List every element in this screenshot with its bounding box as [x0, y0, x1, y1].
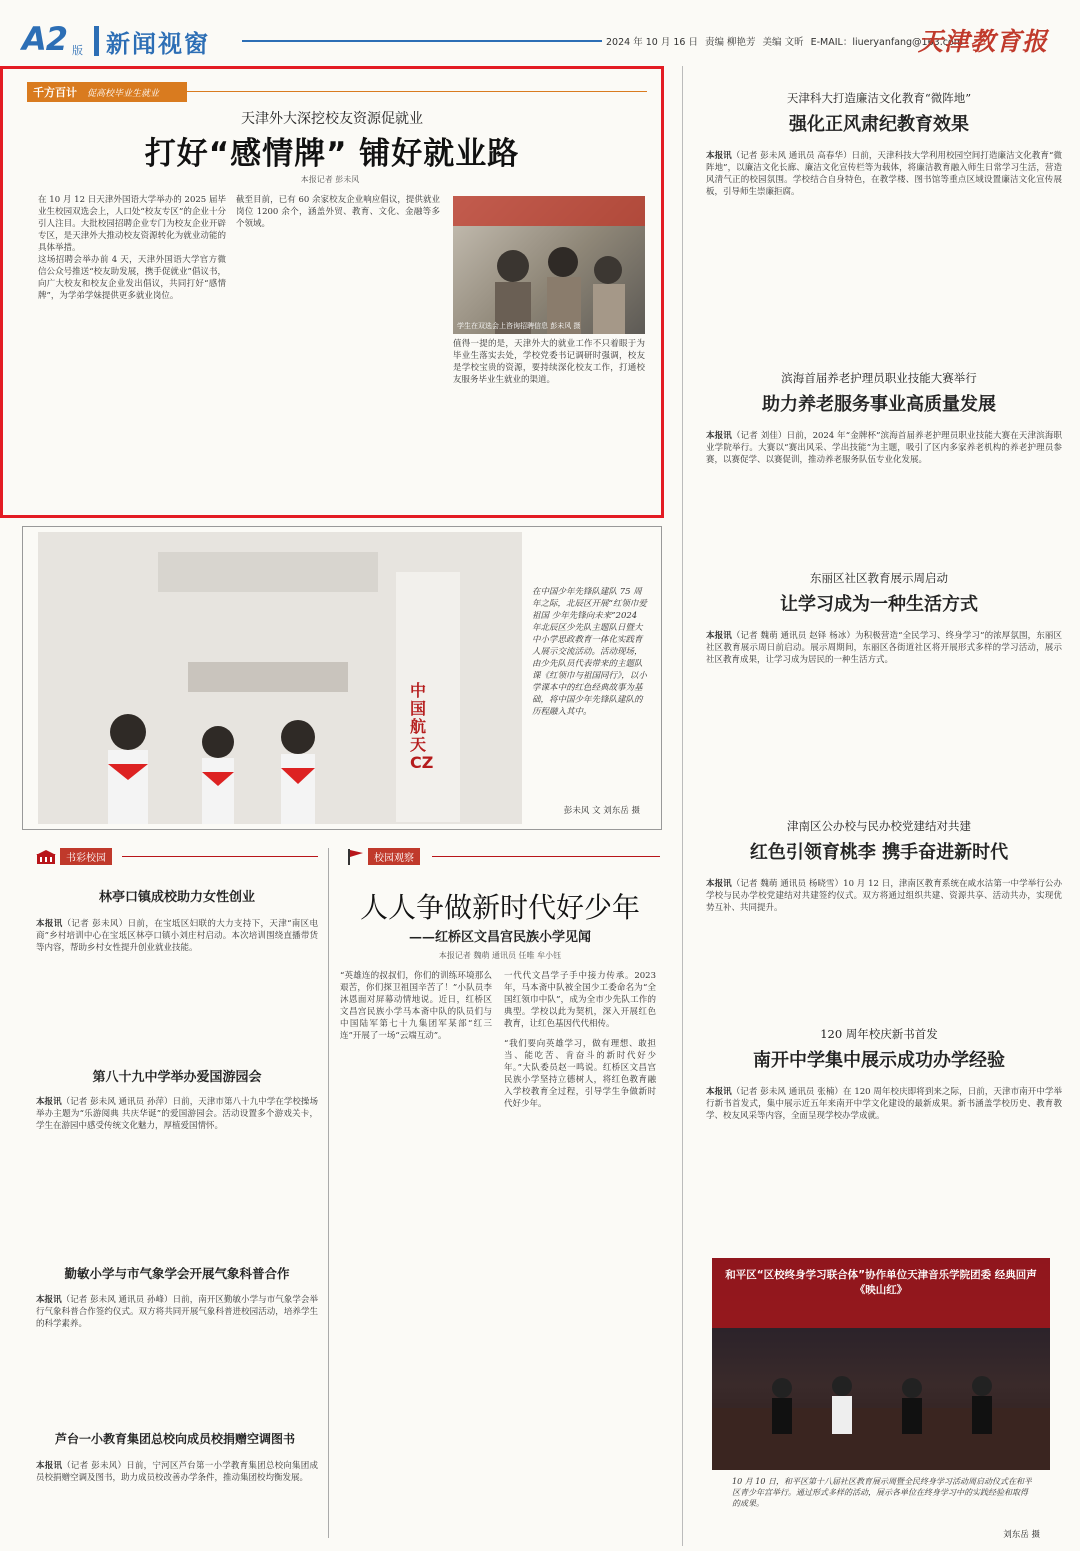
feature-tag-rule — [432, 856, 660, 857]
left-item-4-leadin: 本报讯 — [36, 1461, 63, 1471]
sidebar-4-kicker: 津南区公办校与民办校党建结对共建 — [787, 819, 971, 833]
left-item-2-headline: 第八十九中学举办爱国游园会 — [92, 1070, 262, 1085]
sidebar-1-headline: 强化正风肃纪教育效果 — [789, 114, 969, 135]
concert-banner: 和平区“区校终身学习联合体”协作单位天津音乐学院团委 经典回声《映山红》 — [725, 1269, 1037, 1296]
email: E-MAIL：liueryanfang@163.com — [810, 37, 964, 48]
left-item-2-text: （记者 彭未风 通讯员 孙萍）日前，天津市第八十九中学在学校操场举办主题为“乐游阅典 共庆华诞”的爱国游园会。活动设置多个游戏关卡，学生在游园中感受传统文化魅力，厚植爱国情怀。 — [36, 1097, 318, 1131]
paper-logo: 天津教育报 — [918, 27, 1049, 56]
sidebar-1-kicker: 天津科大打造廉洁文化教育“微阵地” — [786, 91, 972, 105]
lead-paragraph-4: 值得一提的是，天津外大的就业工作不只着眼于为毕业生落实去处，学校党委书记调研时强调，校友是学校宝贵的资源，要持续深化校友工作，打通校友服务毕业生就业的渠道。 — [453, 339, 645, 385]
editor: 责编 柳艳芳 — [704, 37, 756, 48]
page-suffix: 版 — [72, 44, 83, 57]
students-illustration — [453, 196, 645, 334]
sidebar-4-text: （记者 魏萌 通讯员 杨晓雪）10 月 12 日，津南区教育系统在咸水沽第一中学举行公办学校与民办学校党建结对共建签约仪式。双方将通过组织共建、资源共享、活动共办，实现优势互补、共同提升。 — [706, 879, 1062, 913]
sidebar-1-leadin: 本报讯 — [706, 151, 732, 161]
sidebar-1-text: （记者 彭未风 通讯员 高春华）日前，天津科技大学利用校园空间打造廉洁文化教育“微阵地”，以廉洁文化长廊、廉洁文化宣传栏等为载体，将廉洁教育融入师生日常学习生活，营造风清气正的校园氛围。学校结合自身特色，在教学楼、图书馆等重点区域设置廉洁文化宣传展板，引导师生崇廉拒腐。 — [706, 151, 1062, 197]
feature-col-1: “英雄连的叔叔们，你们的训练环境那么艰苦，你们探卫祖国辛苦了！”小队员李沐恩面对屏幕动情地说。近日，红桥区文昌宫民族小学马本斋中队的队员们与中国陆军第七十九集团军某部“红三连”开展了一场“云端互动”。 — [340, 971, 492, 1041]
sidebar-2-kicker: 滨海首届养老护理员职业技能大赛举行 — [781, 371, 977, 385]
left-item-1-leadin: 本报讯 — [36, 919, 63, 929]
sidebar-2-text: （记者 刘佳）日前，2024 年“金牌杯”滨海首届养老护理员职业技能大赛在天津滨海职业学院举行。大赛以“赛出风采、学出技能”为主题，吸引了区内多家养老机构的养老护理员参赛，以赛促学、以赛促训，推动养老服务队伍专业化发展。 — [706, 431, 1062, 465]
column-left-tag — [36, 848, 112, 865]
sidebar-5-body — [706, 1086, 1062, 1234]
lead-headline: 打好“感情牌” 铺好就业路 — [144, 136, 520, 172]
lead-badge — [27, 82, 187, 102]
concert-credit: 刘东岳 摄 — [1003, 1530, 1040, 1540]
sidebar-2-headline: 助力养老服务事业高质量发展 — [762, 394, 996, 415]
building-icon — [36, 850, 56, 864]
sidebar-3-text: （记者 魏萌 通讯员 赵铎 杨冰）为积极营造“全民学习、终身学习”的浓厚氛围，东丽区社区教育展示周日前启动。展示周期间，东丽区各街道社区将开展形式多样的学习活动，展示社区教育成果，让学习成为居民的一种生活方式。 — [706, 631, 1062, 665]
concert-photo — [712, 1258, 1050, 1470]
column-left-tag-label: 书彩校园 — [60, 848, 112, 865]
photo-story-credit: 彭未风 文 刘东岳 摄 — [563, 806, 640, 816]
feature-col-2-para: 一代代文昌学子手中接力传承。2023 年，马本斋中队被全国少工委命名为“全国红领巾中队”，成为全市少先队工作的典型。学校以此为契机，深入开展红色教育，让红色基因代代相传。 — [504, 971, 656, 1029]
lead-paragraph-1: 在 10 月 12 日天津外国语大学举办的 2025 届毕业生校园双选会上，人口处“校友专区”的企业十分引人注目。大批校园招聘企业专门为校友企业开辟专区，是天津外大推动校友资源转化为就业动能的具体举措。 — [38, 195, 226, 253]
flag-icon — [346, 849, 364, 865]
sidebar-3-body — [706, 630, 1062, 798]
lead-paragraph-2: 这场招聘会举办前 4 天，天津外国语大学官方微信公众号推送“校友助发展，携手促就业”倡议书，向广大校友和校友企业发出倡议，共同打好“感情牌”，为学弟学妹提供更多就业岗位。 — [38, 255, 226, 301]
lead-photo — [453, 196, 645, 334]
concert-caption: 10 月 10 日，和平区第十八届社区教育展示周暨全民终身学习活动周启动仪式在和平区青少年宫举行。通过形式多样的活动，展示各单位在终身学习中的实践经验和取得的成果。 — [732, 1477, 1032, 1508]
sidebar-5-leadin: 本报讯 — [706, 1087, 732, 1097]
left-item-4-headline: 芦台一小教育集团总校向成员校捐赠空调图书 — [54, 1432, 295, 1446]
feature-col-2 — [504, 970, 656, 1534]
left-item-3-headline: 勤敏小学与市气象学会开展气象科普合作 — [64, 1266, 290, 1281]
left-item-3-text: （记者 彭未风 通讯员 孙峰）日前，南开区勤敏小学与市气象学会举行气象科普合作签约仪式。双方将共同开展气象科普进校园活动，培养学生的科学素养。 — [36, 1295, 318, 1329]
masthead-bar — [94, 26, 99, 56]
feature-subhead: ——红桥区文昌宫民族小学见闻 — [408, 930, 591, 945]
sidebar-2-leadin: 本报讯 — [706, 431, 732, 441]
left-item-3-body — [36, 1294, 318, 1428]
left-item-1-body — [36, 918, 318, 1032]
photo-story-image — [38, 532, 522, 824]
feature-col-3-para: “我们要向英雄学习，做有理想、敢担当、能吃苦、肯奋斗的新时代好少年。”大队委员赵一鸣说。红桥区文昌宫民族小学坚持立德树人，将红色教育融入学校教育全过程，引导学生争做新时代好少年。 — [504, 1039, 656, 1109]
designer: 美编 文昕 — [762, 37, 804, 48]
sidebar-2-body — [706, 430, 1062, 548]
rocket-label: 中国航天CZ — [410, 681, 434, 772]
section-title: 新闻视窗 — [106, 30, 210, 58]
lead-kicker: 天津外大深挖校友资源促就业 — [241, 111, 423, 127]
lead-badge-rule — [187, 91, 647, 92]
sidebar-5-text: （记者 彭未风 通讯员 张楠）在 120 周年校庆即将到来之际，日前，天津市南开中学举行新书首发式，集中展示近五年来南开中学文化建设的最新成果。新书涵盖学校历史、教育教学、校友风采等内容，全面呈现学校办学成就。 — [706, 1087, 1062, 1121]
sidebar-3-kicker: 东丽区社区教育展示周启动 — [810, 571, 948, 585]
young-pioneers-illustration — [38, 532, 522, 824]
lead-photo-caption: 学生在双选会上咨询招聘信息 彭未风 摄 — [457, 322, 581, 330]
sidebar-4-headline: 红色引领育桃李 携手奋进新时代 — [749, 842, 1009, 863]
lead-badge-a: 千方百计 — [33, 86, 77, 99]
sidebar-3-leadin: 本报讯 — [706, 631, 732, 641]
feature-byline: 本报记者 魏萌 通讯员 任唯 牟小钰 — [438, 951, 562, 960]
lead-badge-b: 促高校毕业生就业 — [87, 88, 160, 99]
lead-byline: 本报记者 彭未风 — [300, 175, 360, 184]
sidebar-4-leadin: 本报讯 — [706, 879, 732, 889]
column-divider — [328, 848, 329, 1538]
lead-paragraph-3: 截至目前，已有 60 余家校友企业响应倡议，提供就业岗位 1200 余个，涵盖外贸、教育、文化、金融等多个领域。 — [236, 195, 440, 229]
left-item-2-body — [36, 1096, 318, 1230]
masthead — [22, 20, 1062, 64]
masthead-info — [606, 34, 963, 48]
left-item-4-text: （记者 彭未风）日前，宁河区芦台第一小学教育集团总校向集团成员校捐赠空调及图书，助力成员校改善办学条件，推动集团校均衡发展。 — [36, 1461, 318, 1483]
left-item-4-body — [36, 1460, 318, 1540]
sidebar-5-kicker: 120 周年校庆新书首发 — [820, 1027, 938, 1041]
lead-col-2 — [236, 194, 440, 506]
column-left-rule — [122, 856, 318, 857]
sidebar-3-headline: 让学习成为一种生活方式 — [780, 594, 978, 615]
photo-story-caption: 在中国少年先锋队建队 75 周年之际，北辰区开展“红领巾爱祖国 少年先锋向未来”2024 年北辰区少先队主题队日暨大中小学思政教育一体化实践育人展示交流活动。活动现场，由少先队员代表带来的主题队课《红领巾与祖国同行》，以小学课本中的红色经典故事为基础，将中国少年先锋队建队的历程融入其中。 — [532, 587, 647, 717]
sidebar-4-body — [706, 878, 1062, 1008]
left-item-2-leadin: 本报讯 — [36, 1097, 62, 1107]
masthead-rule — [242, 40, 602, 42]
sidebar-divider — [682, 66, 683, 1546]
left-item-3-leadin: 本报讯 — [36, 1295, 62, 1305]
left-item-1-headline: 林亭口镇成校助力女性创业 — [98, 890, 255, 905]
page-number: A2 — [22, 20, 68, 58]
feature-tag — [346, 848, 420, 865]
lead-col-1 — [38, 194, 226, 506]
feature-headline: 人人争做新时代好少年 — [359, 891, 640, 924]
left-item-1-text: （记者 彭未风）日前，在宝坻区妇联的大力支持下，天津“南区电商”乡村培训中心在宝坻区林亭口镇小刘庄村启动。本次培训围绕直播带货等内容，帮助乡村女性提升创业就业技能。 — [36, 919, 318, 953]
date-line: 2024 年 10 月 16 日 — [606, 37, 698, 48]
feature-tag-label: 校园观察 — [368, 848, 420, 865]
sidebar-5-headline: 南开中学集中展示成功办学经验 — [753, 1050, 1005, 1071]
sidebar-1-body — [706, 150, 1062, 346]
lead-col-3 — [453, 338, 645, 506]
